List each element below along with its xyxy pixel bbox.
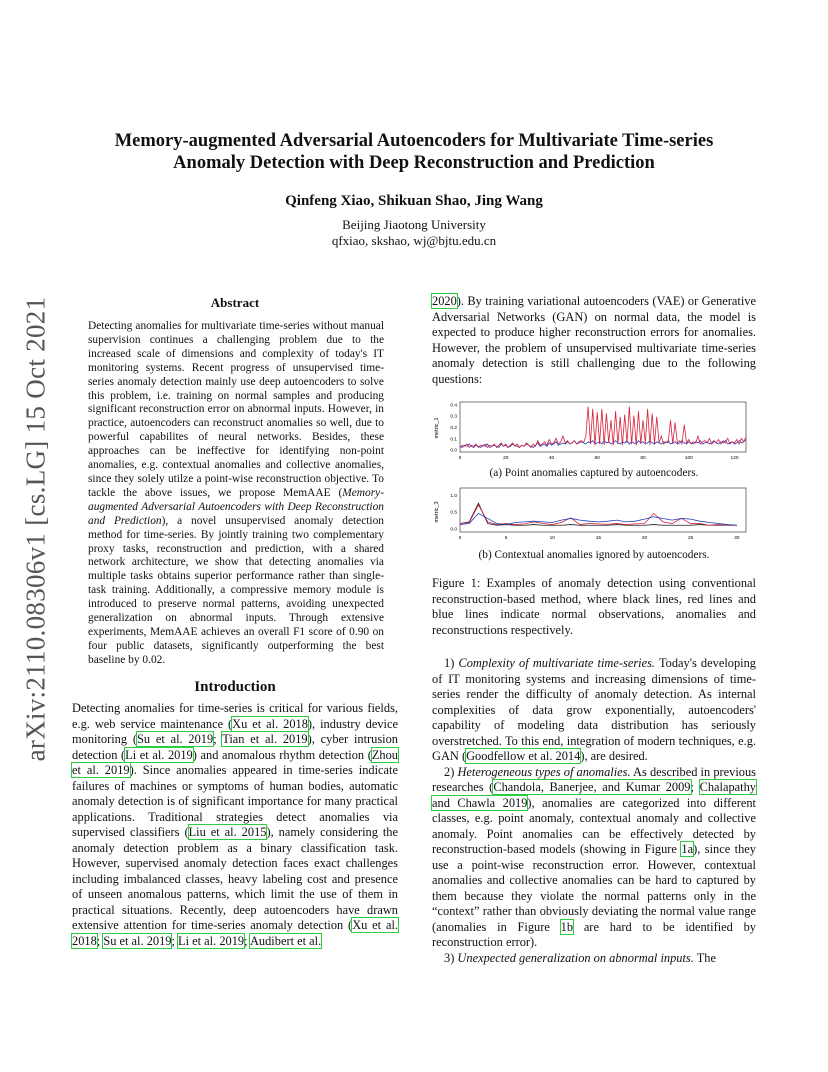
y-axis-label: metric_1 xyxy=(434,417,440,439)
intro-text: ) and anomalous rhythm detection ( xyxy=(192,747,372,762)
affiliation-block xyxy=(0,217,828,249)
question-1-title: Complexity of multivariate time-series. xyxy=(458,656,656,670)
x-tick-label: 60 xyxy=(594,456,600,461)
x-tick-label: 0 xyxy=(458,536,462,541)
abstract-text-1: Detecting anomalies for multivariate time-series without manual supervision continues a challenging problem due to the increased scale of dimensions and complexity of today's IT monitoring systems. Recent progress of unsupervised time-series anomaly detection mainly use deep autoencoders to solve this problem, i.e. training on normal samples and producing significant reconstruction error on abnormal inputs. However, in practice, autoencoders can reconstruct anomalies so well, due to powerful capabilites of neural networks. Besides, these approaches can be ineffective for identifying non-point anomalies, e.g. contextual anomalies and collective anomalies, since they solely utilze a point-wise reconstruction objective. To tackle the above issues, we propose MemAAE ( xyxy=(88,320,384,499)
intro-text: ). By training variational autoencoders (VAE) or Generative Adversarial Networks (GAN) on normal data, the model is expected to produce higher reconstruction errors for anomalies. However, the problem of unsupervised multivariate time-series anomaly detection is still challenging due to the following questions: xyxy=(432,294,756,386)
arxiv-stamp xyxy=(14,294,58,764)
figure-ref-link[interactable]: 1b xyxy=(560,919,574,934)
y-tick-label: 1.0 xyxy=(450,493,457,499)
questions-section xyxy=(432,656,756,966)
y-tick-label: 0.0 xyxy=(450,448,457,454)
citation-link[interactable]: Chalapathy and Chawla 2019 xyxy=(432,780,756,810)
x-tick-label: 30 xyxy=(734,536,740,541)
title-line-2: Anomaly Detection with Deep Reconstruction and Prediction xyxy=(173,153,655,173)
figure-1b-chart xyxy=(432,484,756,546)
citation-link[interactable]: Xu et al. 2018 xyxy=(232,716,308,731)
x-tick-label: 0 xyxy=(458,456,462,461)
intro-text: Detecting anomalies for time-series is critical for various fields, e.g. web service maintenance ( xyxy=(72,701,398,731)
figure-1-caption: Figure 1: Examples of anomaly detection using conventional reconstruction-based method, where black lines, red lines and blue lines indicate normal observations, anomalies and reconstructions respectively. xyxy=(432,576,756,637)
intro-paragraph xyxy=(72,701,398,949)
y-tick-label: 0.1 xyxy=(450,437,457,443)
citation-link[interactable]: Liu et al. 2015 xyxy=(188,825,267,839)
body-text: are hard to be identified by reconstruction error). xyxy=(432,919,756,949)
arxiv-id: arXiv:2110.08306v1 [cs.LG] 15 Oct 2021 xyxy=(20,296,51,762)
body-text: 3) xyxy=(444,950,458,965)
body-text: ; xyxy=(690,780,700,794)
affiliation: Beijing Jiaotong University xyxy=(342,217,486,232)
body-text: ), are desired. xyxy=(580,749,648,763)
intro-text: ). Since anomalies appeared in time-series indicate failures of machines or symptoms of human bodies, automatic anomaly detection is of significant importance for many practical applications. Traditional strategies detect anomalies via supervised classifiers ( xyxy=(72,763,398,839)
question-3-title: Unexpected generalization on abnormal inputs. xyxy=(457,950,694,965)
x-tick-label: 100 xyxy=(684,456,693,461)
x-tick-label: 5 xyxy=(504,536,508,541)
body-text: ), anomalies are categorized into different classes, e.g. point anomaly, contextual anomaly and collective anomaly. Point anomalies can be effectively detected by reconstruction-based models (showing in Figure xyxy=(432,795,756,856)
body-text: ), since they use a point-wise reconstruction error. However, contextual anomalies and collective anomalies can be hard to captured by them because they violate the normal patterns only in the “context” rather than obviously deviating the normal value range (anomalies in Figure xyxy=(432,842,756,934)
citation-link[interactable]: Li et al. 2019 xyxy=(178,933,245,948)
paper-title xyxy=(0,130,828,174)
citation-link[interactable]: 2020 xyxy=(432,294,457,308)
x-tick-label: 20 xyxy=(503,456,509,461)
citation-link[interactable]: Tian et al. 2019 xyxy=(222,732,308,746)
intro-text: ; xyxy=(244,933,250,948)
figure-1a-caption: (a) Point anomalies captured by autoencoders. xyxy=(489,467,699,479)
body-text: Today's developing of IT monitoring systems and increasing dimensions of time-series render the difficulty of anomaly detection. As internal complexities of data grow exponentially, autoencoders' capability of modeling data distribution has seriously overstretched. To this end, integration of modern techniques, e.g. GAN ( xyxy=(432,656,756,763)
x-tick-label: 15 xyxy=(595,536,602,541)
intro-text: ), cyber intrusion detection ( xyxy=(72,732,398,762)
y-tick-label: 0.4 xyxy=(450,403,457,409)
citation-link[interactable]: Xu et al. 2018 xyxy=(72,918,398,948)
intro-text: ; xyxy=(96,933,104,948)
citation-link[interactable]: Zhou et al. 2019 xyxy=(72,747,398,777)
question-2-title: Heterogeneous types of anomalies. xyxy=(457,764,631,779)
body-text: The xyxy=(693,950,716,965)
x-tick-label: 25 xyxy=(687,536,694,541)
x-tick-label: 120 xyxy=(730,456,739,461)
citation-link[interactable]: Chandola, Banerjee, and Kumar 2009 xyxy=(493,780,691,794)
citation-link[interactable]: Su et al. 2019 xyxy=(136,732,214,746)
figure-ref-link[interactable]: 1a xyxy=(681,842,694,856)
citation-link[interactable]: Audibert et al. xyxy=(249,933,322,948)
intro-text: ), industry device monitoring ( xyxy=(72,716,398,746)
series-line-1 xyxy=(460,407,746,448)
figure-1b-caption: (b) Contextual anomalies ignored by autoencoders. xyxy=(478,549,710,561)
author-email: qfxiao, skshao, wj@bjtu.edu.cn xyxy=(331,233,497,248)
citation-link[interactable]: Goodfellow et al. 2014 xyxy=(466,749,581,763)
body-text: As described in previous researches ( xyxy=(432,764,757,794)
abstract-method-name: Memory-augmented Adversarial Autoencoders with Deep Reconstruction and Prediction xyxy=(88,486,384,527)
question-3-paragraph xyxy=(432,951,756,967)
abstract-body xyxy=(88,320,384,668)
citation-link[interactable]: Li et al. 2019 xyxy=(125,747,193,762)
intro-text: ), namely considering the anomaly detection problem as a binary classification task. However, supervised anomaly detection faces exact challenges including imbalanced classes, heavy labeling cost and presence of unseen anomalous patterns, which limit the use of them in practical situations. Recently, deep autoencoders have drawn extensive attention for time-series anomaly detection ( xyxy=(72,825,399,932)
y-tick-label: 0.2 xyxy=(450,426,457,431)
intro-text: ; xyxy=(171,933,179,948)
question-1-paragraph xyxy=(432,656,756,765)
question-2-paragraph xyxy=(432,765,756,951)
y-tick-label: 0.0 xyxy=(450,527,457,533)
authors: Qinfeng Xiao, Shikuan Shao, Jing Wang xyxy=(285,193,543,209)
abstract-heading: Abstract xyxy=(210,295,260,310)
x-tick-label: 20 xyxy=(641,536,648,541)
title-line-1: Memory-augmented Adversarial Autoencoders for Multivariate Time-series xyxy=(114,131,714,151)
y-axis-label: metric_3 xyxy=(434,501,440,523)
series-line-0 xyxy=(460,440,746,448)
x-tick-label: 40 xyxy=(548,456,555,461)
abstract-text-2: ), a novel unsupervised anomaly detection method for time-series. By jointly training two complementary proxy tasks, reconstruction and prediction, with a shared network architecture, we show that detecting anomalies via multiple tasks obtains superior performance rather than single-task training. Additionally, a compressive memory module is introduced to preserve normal patterns, avoiding unexpected generalization on abnormal inputs. Through extensive experiments, MemAAE achieves an overall F1 score of 0.90 on four public datasets, significantly outperforming the best baseline by 0.02. xyxy=(88,514,384,666)
y-tick-label: 0.3 xyxy=(450,414,457,420)
y-tick-label: 0.5 xyxy=(450,510,457,516)
citation-link[interactable]: Su et al. 2019 xyxy=(103,933,172,948)
x-tick-label: 80 xyxy=(640,456,646,461)
figure-1a-chart xyxy=(432,398,756,464)
intro-text: ; xyxy=(213,732,223,746)
introduction-heading: Introduction xyxy=(194,679,276,695)
body-text: 2) xyxy=(444,764,458,779)
body-text: 1) xyxy=(444,656,459,670)
intro-paragraph-continued xyxy=(432,294,756,387)
x-tick-label: 10 xyxy=(549,536,555,541)
